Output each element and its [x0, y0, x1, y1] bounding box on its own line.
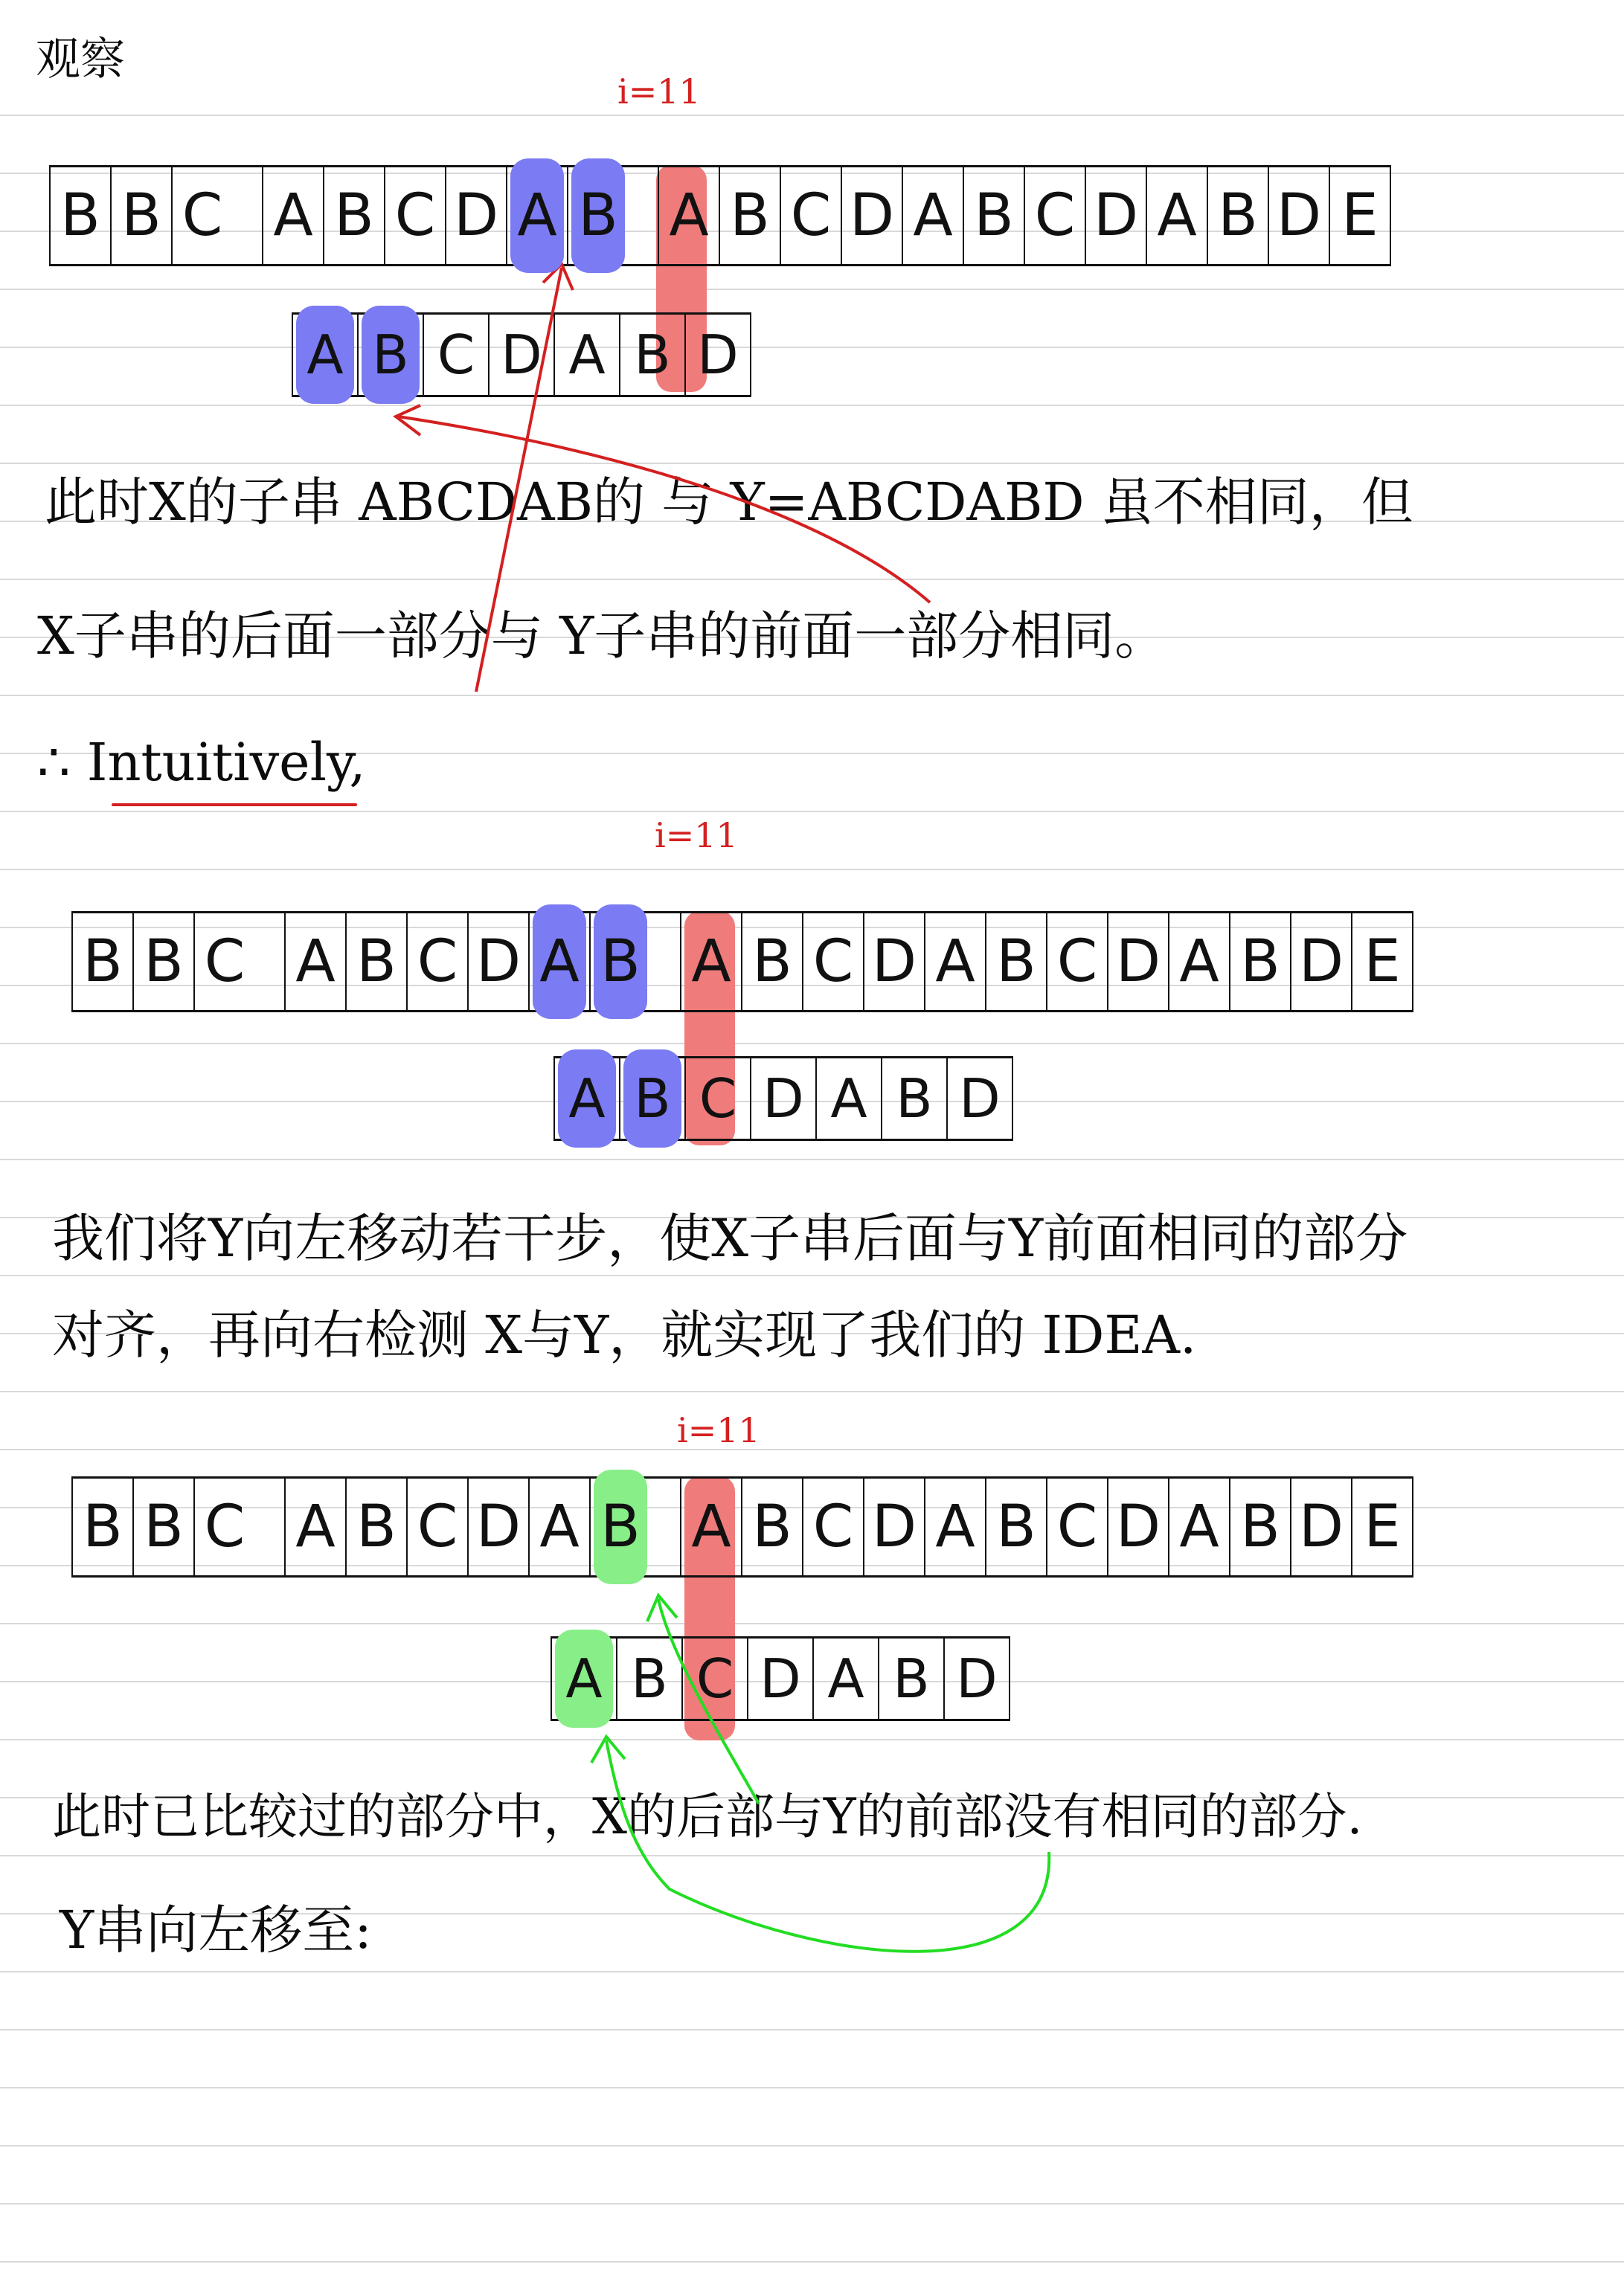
string-cell	[1146, 167, 1207, 264]
cell-letter: A	[913, 182, 953, 249]
string-cell	[551, 1639, 616, 1719]
string-gap	[254, 1479, 284, 1575]
string-gap	[650, 913, 680, 1010]
string-cell	[963, 167, 1024, 264]
string-cell	[292, 315, 357, 395]
string-cell	[780, 167, 841, 264]
string-cell	[719, 167, 780, 264]
cell-letter: C	[417, 928, 458, 995]
string-cell	[924, 913, 985, 1010]
index-label-3: i=11	[677, 1410, 760, 1450]
string-cell	[943, 1639, 1010, 1719]
string-gap	[254, 913, 284, 1010]
string-cell	[1107, 913, 1168, 1010]
string-cell	[946, 1058, 1013, 1139]
string-cell	[1107, 1479, 1168, 1575]
cell-letter: A	[935, 928, 975, 995]
cell-letter: B	[634, 324, 671, 386]
cell-letter: A	[295, 1493, 336, 1560]
cell-letter: A	[1157, 182, 1197, 249]
cell-letter: B	[83, 1493, 123, 1560]
section1-text-line1: 此时X的子串 ABCDAB的 与 Y=ABCDABD 虽不相同，但	[45, 472, 1413, 533]
cell-letter: B	[356, 928, 397, 995]
cell-letter: B	[1218, 182, 1258, 249]
string-cell	[1290, 913, 1351, 1010]
x-string-3	[71, 1476, 1413, 1578]
string-cell	[528, 913, 589, 1010]
cell-letter: B	[372, 324, 409, 386]
string-cell	[881, 1058, 946, 1139]
intuitively-line: ∴ Intuitively,	[37, 732, 366, 793]
string-cell	[1229, 1479, 1290, 1575]
y-string-1	[292, 312, 751, 397]
string-cell	[1351, 913, 1413, 1010]
cell-letter: B	[1240, 928, 1280, 995]
string-cell	[1329, 167, 1391, 264]
cell-letter: B	[144, 928, 184, 995]
cell-letter: A	[691, 928, 731, 995]
cell-letter: B	[752, 1493, 792, 1560]
cell-letter: C	[696, 1647, 734, 1710]
string-cell	[658, 167, 719, 264]
cell-letter: C	[417, 1493, 458, 1560]
string-cell	[841, 167, 902, 264]
cell-letter: C	[1056, 1493, 1098, 1560]
string-cell	[171, 167, 232, 264]
section2-text-line2: 对齐，再向右检测 X与Y，就实现了我们的 IDEA.	[52, 1305, 1197, 1366]
cell-letter: D	[871, 1493, 917, 1560]
cell-letter: D	[475, 928, 521, 995]
string-cell	[71, 1479, 132, 1575]
string-cell	[589, 1479, 650, 1575]
cell-letter: B	[334, 182, 374, 249]
string-cell	[1024, 167, 1085, 264]
string-cell	[345, 913, 406, 1010]
cell-letter: A	[691, 1493, 731, 1560]
string-cell	[506, 167, 567, 264]
string-cell	[589, 913, 650, 1010]
section1-text-line2: X子串的后面一部分与 Y子串的前面一部分相同。	[37, 605, 1167, 666]
cell-letter: E	[1364, 928, 1401, 995]
cell-letter: D	[1093, 182, 1139, 249]
cell-letter: D	[475, 1493, 521, 1560]
cell-letter: D	[1115, 1493, 1161, 1560]
cell-letter: B	[996, 1493, 1036, 1560]
cell-letter: E	[1341, 182, 1379, 249]
y-string-3	[551, 1636, 1010, 1721]
cell-letter: A	[273, 182, 313, 249]
cell-letter: D	[453, 182, 499, 249]
string-cell	[1046, 1479, 1107, 1575]
cell-letter: B	[752, 928, 792, 995]
cell-letter: A	[669, 182, 709, 249]
cell-letter: D	[1115, 928, 1161, 995]
string-cell	[1351, 1479, 1413, 1575]
string-cell	[619, 1058, 684, 1139]
cell-letter: D	[956, 1647, 998, 1710]
string-cell	[684, 1058, 750, 1139]
string-cell	[1207, 167, 1268, 264]
string-cell	[553, 315, 619, 395]
string-cell	[1085, 167, 1146, 264]
cell-letter: E	[1364, 1493, 1401, 1560]
cell-letter: B	[896, 1067, 933, 1130]
cell-letter: A	[827, 1647, 864, 1710]
string-cell	[467, 1479, 528, 1575]
string-cell	[110, 167, 171, 264]
string-cell	[680, 913, 741, 1010]
cell-letter: A	[306, 324, 344, 386]
string-cell	[863, 1479, 924, 1575]
cell-letter: B	[600, 1493, 641, 1560]
cell-letter: A	[568, 1067, 606, 1130]
cell-letter: B	[600, 928, 641, 995]
string-cell	[985, 1479, 1046, 1575]
string-cell	[323, 167, 384, 264]
string-cell	[71, 913, 132, 1010]
string-cell	[985, 913, 1046, 1010]
cell-letter: B	[356, 1493, 397, 1560]
string-cell	[423, 315, 488, 395]
index-label-1: i=11	[617, 71, 701, 112]
string-cell	[1168, 1479, 1229, 1575]
string-cell	[193, 1479, 254, 1575]
cell-letter: D	[697, 324, 739, 386]
x-string-2	[71, 911, 1413, 1012]
x-string-1	[49, 165, 1391, 266]
cell-letter: C	[437, 324, 475, 386]
string-gap	[232, 167, 262, 264]
cell-letter: B	[996, 928, 1036, 995]
cell-letter: A	[517, 182, 557, 249]
string-cell	[445, 167, 506, 264]
cell-letter: B	[1240, 1493, 1280, 1560]
string-cell	[406, 1479, 467, 1575]
cell-letter: A	[1179, 1493, 1219, 1560]
cell-letter: D	[1298, 928, 1344, 995]
string-cell	[488, 315, 553, 395]
string-cell	[132, 1479, 193, 1575]
cell-letter: C	[699, 1067, 737, 1130]
string-cell	[741, 913, 802, 1010]
string-cell	[132, 913, 193, 1010]
cell-letter: B	[144, 1493, 184, 1560]
string-cell	[863, 913, 924, 1010]
index-label-2: i=11	[655, 815, 738, 855]
string-cell	[1268, 167, 1329, 264]
string-cell	[1290, 1479, 1351, 1575]
cell-letter: B	[634, 1067, 671, 1130]
y-string-2	[553, 1056, 1013, 1141]
string-cell	[619, 315, 684, 395]
string-cell	[750, 1058, 815, 1139]
string-cell	[680, 1479, 741, 1575]
cell-letter: A	[830, 1067, 867, 1130]
cell-letter: C	[812, 928, 854, 995]
cell-letter: B	[121, 182, 161, 249]
cell-letter: B	[730, 182, 770, 249]
string-cell	[384, 167, 445, 264]
cell-letter: B	[631, 1647, 668, 1710]
cell-letter: D	[763, 1067, 804, 1130]
cell-letter: A	[539, 1493, 580, 1560]
string-cell	[1168, 913, 1229, 1010]
cell-letter: C	[394, 182, 436, 249]
cell-letter: A	[568, 324, 606, 386]
cell-letter: A	[935, 1493, 975, 1560]
string-cell	[902, 167, 963, 264]
cell-letter: C	[204, 928, 245, 995]
string-cell	[284, 913, 345, 1010]
string-cell	[741, 1479, 802, 1575]
cell-letter: C	[1056, 928, 1098, 995]
string-cell	[812, 1639, 878, 1719]
cell-letter: B	[893, 1647, 930, 1710]
string-cell	[345, 1479, 406, 1575]
cell-letter: B	[974, 182, 1014, 249]
string-cell	[406, 913, 467, 1010]
string-cell	[802, 913, 863, 1010]
cell-letter: D	[849, 182, 895, 249]
cell-letter: D	[871, 928, 917, 995]
string-cell	[49, 167, 110, 264]
cell-letter: C	[204, 1493, 245, 1560]
string-cell	[193, 913, 254, 1010]
cell-letter: C	[1034, 182, 1076, 249]
string-cell	[616, 1639, 681, 1719]
cell-letter: B	[83, 928, 123, 995]
string-cell	[1046, 913, 1107, 1010]
string-cell	[684, 315, 751, 395]
cell-letter: A	[565, 1647, 603, 1710]
string-gap	[628, 167, 658, 264]
section3-text-line2: Y串向左移至:	[60, 1900, 372, 1961]
cell-letter: B	[60, 182, 100, 249]
cell-letter: C	[790, 182, 832, 249]
cell-letter: C	[182, 182, 223, 249]
string-cell	[467, 913, 528, 1010]
string-cell	[262, 167, 323, 264]
cell-letter: D	[959, 1067, 1001, 1130]
string-gap	[650, 1479, 680, 1575]
string-cell	[357, 315, 423, 395]
cell-letter: A	[1179, 928, 1219, 995]
string-cell	[747, 1639, 812, 1719]
intuitively-underline	[112, 803, 357, 806]
string-cell	[924, 1479, 985, 1575]
string-cell	[567, 167, 628, 264]
cell-letter: D	[501, 324, 542, 386]
cell-letter: A	[295, 928, 336, 995]
cell-letter: C	[812, 1493, 854, 1560]
cell-letter: D	[1298, 1493, 1344, 1560]
cell-letter: D	[1276, 182, 1322, 249]
string-cell	[815, 1058, 881, 1139]
section2-text-line1: 我们将Y向左移动若干步，使X子串后面与Y前面相同的部分	[52, 1208, 1408, 1269]
string-cell	[878, 1639, 943, 1719]
string-cell	[553, 1058, 619, 1139]
cell-letter: B	[578, 182, 618, 249]
cell-letter: D	[760, 1647, 801, 1710]
string-cell	[802, 1479, 863, 1575]
string-cell	[681, 1639, 747, 1719]
string-cell	[528, 1479, 589, 1575]
string-cell	[284, 1479, 345, 1575]
page-title: 观察	[36, 33, 125, 86]
section3-text-line1: 此时已比较过的部分中，X的后部与Y的前部没有相同的部分.	[52, 1788, 1363, 1845]
cell-letter: A	[539, 928, 580, 995]
string-cell	[1229, 913, 1290, 1010]
